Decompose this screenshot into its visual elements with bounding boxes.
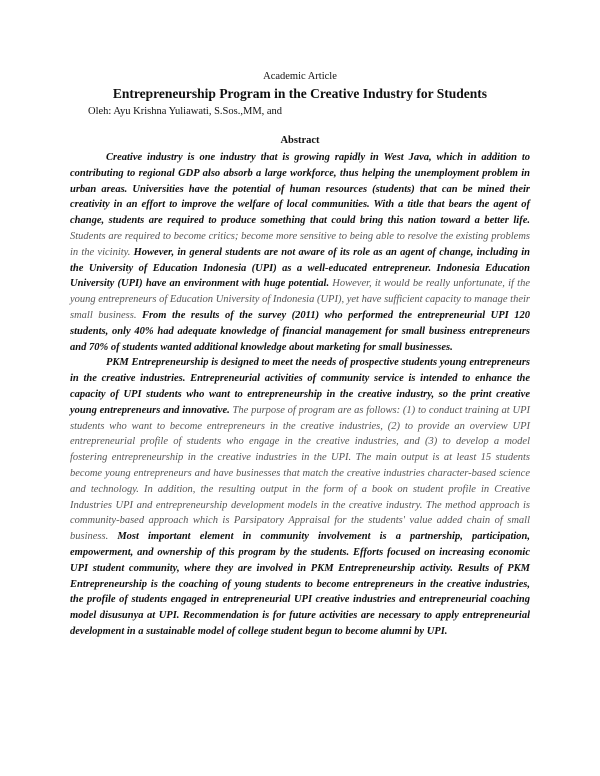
- author-line: Oleh: Ayu Krishna Yuliawati, S.Sos.,MM, and: [88, 106, 283, 117]
- abstract-p1-segment: Creative industry is one industry that is growing rapidly in West Java, which in addition to contributing to regional GDP also absorb a large workforce, thus helping the unemployment problem in urban areas. Universities have the potential of human resources (students) that can be mined their creativity in an effort to improve the welfare of local communities. With a title that bears the agent of change, students are required to produce something that could bring this nation toward a better life.: [70, 152, 530, 227]
- abstract-paragraph-1: [70, 150, 530, 355]
- abstract-p1-segment: However, in general students are not aware of its role as an agent of change, including in the University of Education Indonesia (UPI) as a well-educated entrepreneur. Indonesia Education University (UPI) have an environment with huge potential.: [70, 246, 530, 290]
- abstract-p2-segment: PKM Entrepreneurship is designed to meet the needs of prospective students young entrepreneurs in the creative industries. Entrepreneurial activities of community service is intended to enhance the capacity of UPI students who want to entrepreneurship in the creative industry, so the print creative young entrepreneurs and innovative.: [70, 357, 530, 416]
- abstract-p1-segment: Students are required to become critics; become more sensitive to being able to resolve the existing problems in the vicinity.: [70, 230, 530, 258]
- abstract-p1-segment: However, it would be really unfortunate, if the young entrepreneurs of Education University of Indonesia (UPI), yet have sufficient capacity to manage their small business.: [70, 278, 530, 321]
- article-title: Entrepreneurship Program in the Creative Industry for Students: [112, 86, 488, 101]
- abstract-p2-segment: Most important element in community involvement is a partnership, participation, empowerment, and ownership of this program by the students. Efforts focused on increasing economic UPI student community, where they are involved in PKM Entrepreneurship activity. Results of PKM Entrepreneurship is the coaching of young students to become entrepreneurs in the creative industries, the profile of students engaged in entrepreneurial UPI creative industries and entrepreneurial coaching model disusunya at UPI. Recommendation is for future activities are necessary to apply entrepreneurial development in a sustainable model of college student begun to become alumni by UPI.: [70, 531, 530, 637]
- article-type-label: Academic Article: [263, 71, 337, 82]
- abstract-paragraph-2: [70, 355, 530, 639]
- abstract-heading: Abstract: [280, 135, 320, 146]
- abstract-body: [70, 150, 530, 640]
- abstract-p1-segment: From the results of the survey (2011) who performed the entrepreneurial UPI 120 students, only 40% had adequate knowledge of financial management for small business entrepreneurs and 70% of students wanted additional knowledge about marketing for small businesses.: [70, 309, 530, 353]
- abstract-p2-segment: The purpose of program are as follows: (1) to conduct training at UPI students who want to become entrepreneurs in the creative industries, (2) to provide an overview UPI entrepreneurial profile of students who engage in the creative industries, and (3) to develop a model fostering entrepreneurship in the creative industries in the UPI. The main output is at least 15 students become young entrepreneurs and have businesses that match the creative industries character-based science and technology. In addition, the resulting output in the form of a book on student profile in Creative Industries UPI and entrepreneurship development models in the creative industry. The method approach is community-based approach which is Parsipatory Appraisal for the students' value added chain of small business.: [70, 404, 530, 543]
